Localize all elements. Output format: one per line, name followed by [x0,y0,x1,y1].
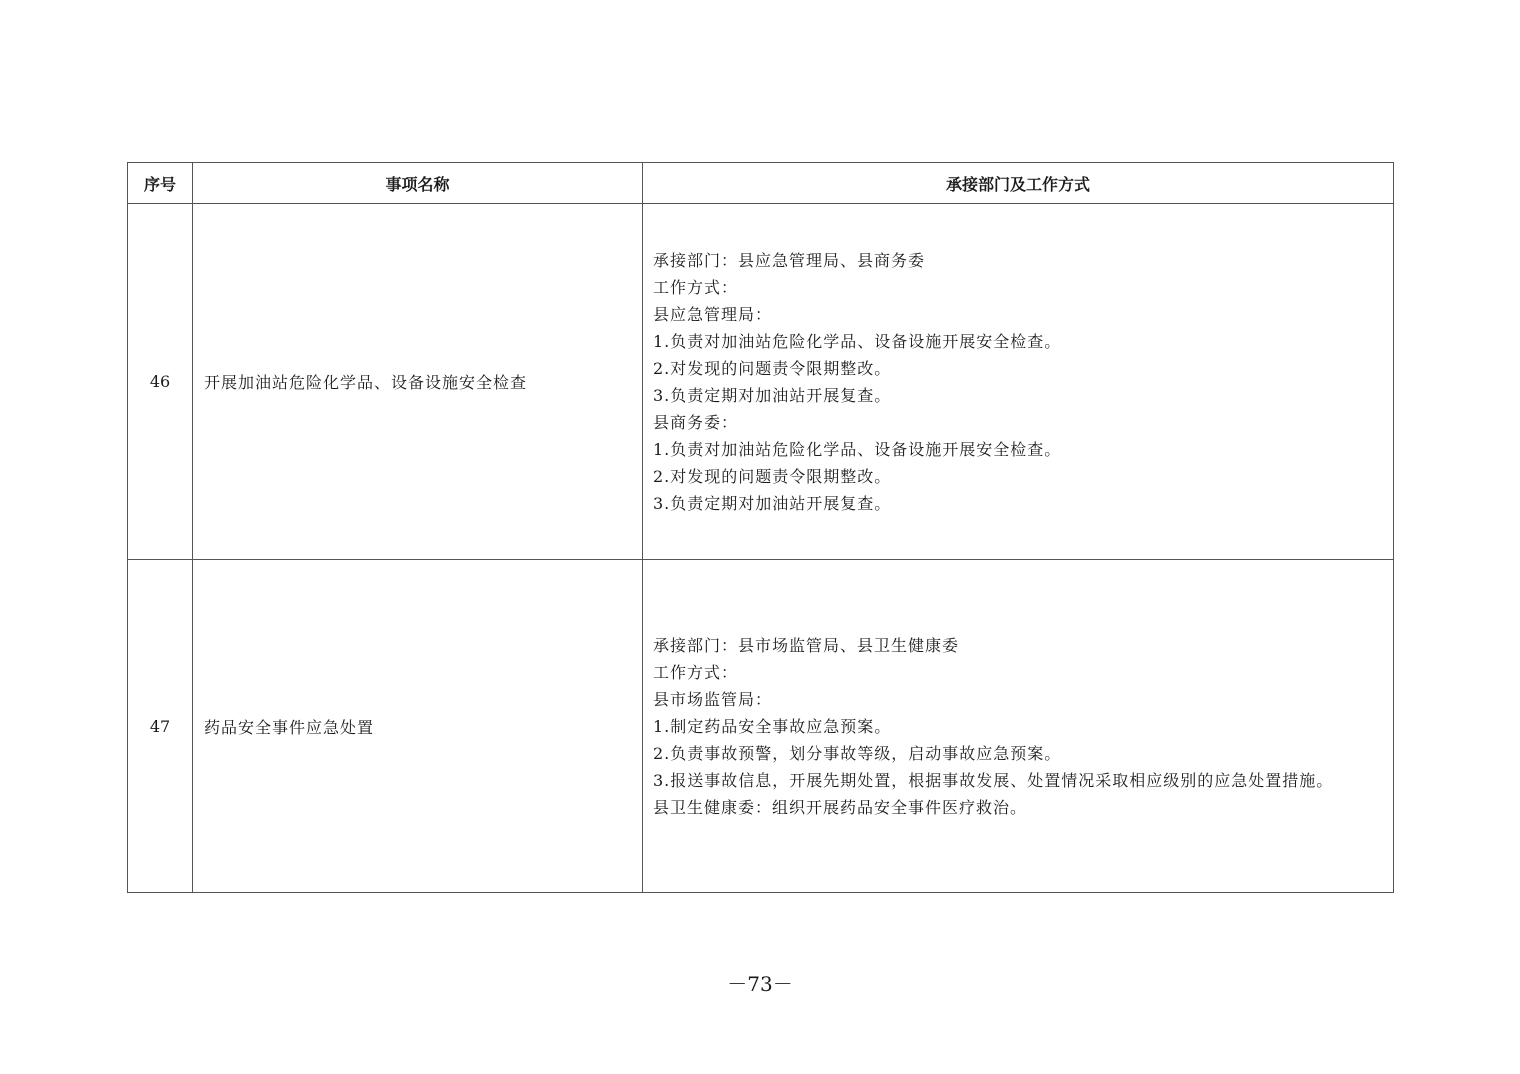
matters-table [127,162,1394,893]
table-row [128,560,1394,893]
row-department-method [643,204,1394,560]
dept-line: 3.报送事故信息，开展先期处置，根据事故发展、处置情况采取相应级别的应急处置措施。 [653,770,1334,790]
header-item-name: 事项名称 [193,163,643,204]
dept-line: 1.制定药品安全事故应急预案。 [653,716,892,736]
page-number: －73－ [727,972,793,996]
table-header-row [128,163,1394,204]
dept-line: 承接部门：县市场监管局、县卫生健康委 [653,635,960,655]
table-row [128,204,1394,560]
dept-line: 3.负责定期对加油站开展复查。 [653,493,892,513]
row-item-name: 药品安全事件应急处置 [193,560,643,893]
row-department-method [643,560,1394,893]
dept-line: 承接部门：县应急管理局、县商务委 [653,250,926,270]
dept-line: 县应急管理局： [653,304,773,324]
row-item-name: 开展加油站危险化学品、设备设施安全检查 [193,204,643,560]
dept-line: 2.对发现的问题责令限期整改。 [653,466,892,486]
dept-line: 县商务委： [653,412,739,432]
dept-line: 工作方式： [653,662,739,682]
header-number: 序号 [128,163,193,204]
dept-line: 2.负责事故预警，划分事故等级，启动事故应急预案。 [653,743,1062,763]
dept-line: 县卫生健康委：组织开展药品安全事件医疗救治。 [653,797,1028,817]
dept-line: 1.负责对加油站危险化学品、设备设施开展安全检查。 [653,439,1062,459]
dept-line: 1.负责对加油站危险化学品、设备设施开展安全检查。 [653,331,1062,351]
row-number: 47 [128,560,193,893]
header-department-method: 承接部门及工作方式 [643,163,1394,204]
dept-line: 2.对发现的问题责令限期整改。 [653,358,892,378]
dept-line: 工作方式： [653,277,739,297]
row-number: 46 [128,204,193,560]
dept-line: 3.负责定期对加油站开展复查。 [653,385,892,405]
dept-line: 县市场监管局： [653,689,773,709]
